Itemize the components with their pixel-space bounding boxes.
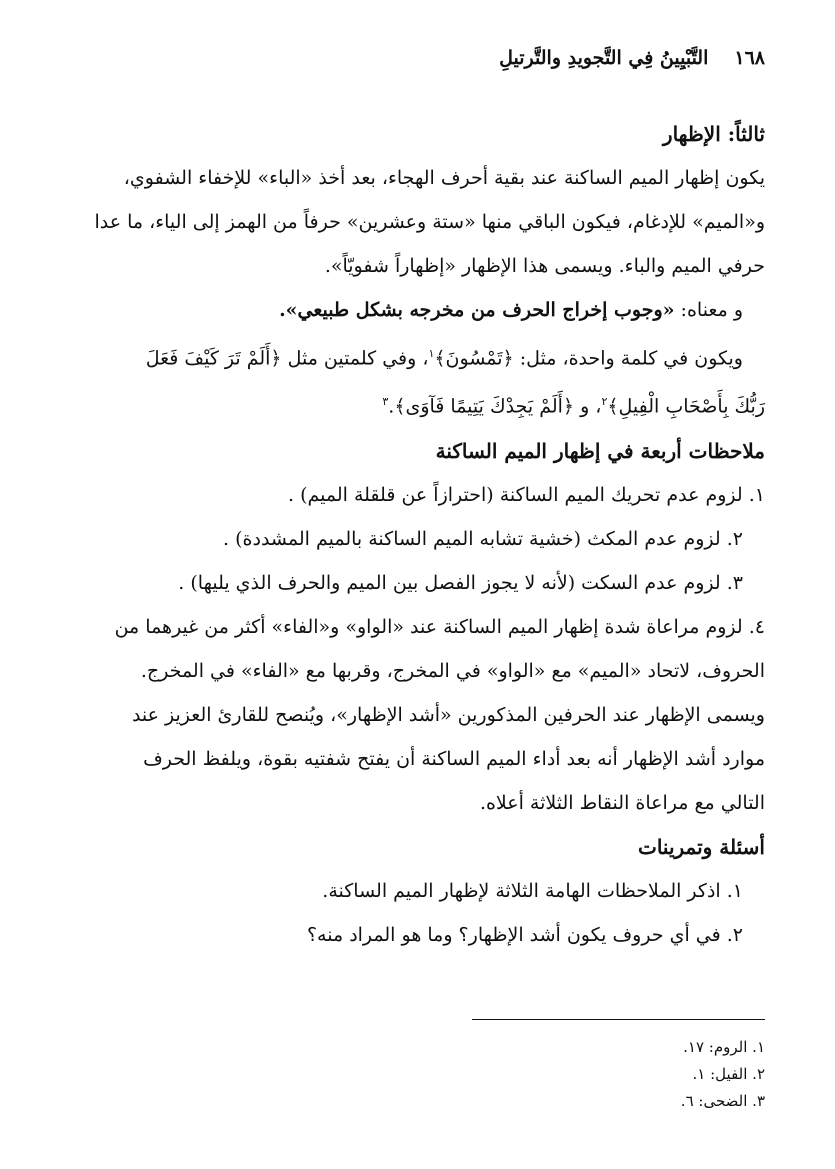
note-item-line: الحروف، لاتحاد «الميم» مع «الواو» في المخرج، وقربها مع «الفاء» في المخرج. <box>140 659 765 682</box>
example-text: ويكون في كلمة واحدة، مثل: ﴿تَمْسُونَ﴾ <box>434 347 743 370</box>
example-text: ، و ﴿أَلَمْ يَجِدْكَ يَتِيمًا فَآوَى﴾. <box>388 395 602 418</box>
page-number: ١٦٨ <box>734 47 765 69</box>
paragraph-line: و«الميم» للإدغام، فيكون الباقي منها «ستة وعشرين» حرفاً من الهمز إلى الياء، ما عدا <box>94 211 765 233</box>
note-item: ١. لزوم عدم تحريك الميم الساكنة (احترازاً عن قلقلة الميم) . <box>287 483 765 506</box>
example-line <box>70 332 765 380</box>
exercises-title: أسئلة وتمرينات <box>637 834 765 859</box>
exercise-item: ٢. في أي حروف يكون أشد الإظهار؟ وما هو المراد منه؟ <box>306 923 743 946</box>
note-item-line: ويسمى الإظهار عند الحرفين المذكورين «أشد الإظهار»، ويُنصح للقارئ العزيز عند <box>131 703 765 726</box>
paragraph-line: يكون إظهار الميم الساكنة عند بقية أحرف الهجاء، بعد أخذ «الباء» للإخفاء الشفوي، <box>123 167 765 189</box>
section-title: ثالثاً: الإظهار <box>662 122 765 146</box>
meaning-definition: «وجوب إخراج الحرف من مخرجه بشكل طبيعي». <box>279 299 675 321</box>
footnote-divider <box>472 1019 765 1020</box>
footnote-ref[interactable]: ١ <box>428 347 435 360</box>
example-text: ، وفي كلمتين مثل ﴿أَلَمْ تَرَ كَيْفَ فَعَلَ <box>145 347 429 370</box>
note-item-line: التالي مع مراعاة النقاط الثلاثة أعلاه. <box>479 791 765 814</box>
note-item-line: موارد أشد الإظهار أنه بعد أداء الميم الساكنة أن يفتح شفتيه بقوة، ويلفظ الحرف <box>143 747 765 770</box>
page-header <box>70 42 765 74</box>
paragraph-line: حرفي الميم والباء. ويسمى هذا الإظهار «إظهاراً شفويّاً». <box>324 255 765 277</box>
footnote: ١. الروم: ١٧. <box>683 1038 765 1056</box>
footnotes <box>70 1034 765 1115</box>
notes-title: ملاحظات أربعة في إظهار الميم الساكنة <box>435 438 765 463</box>
section-izhar <box>70 112 765 957</box>
meaning-line <box>70 288 765 332</box>
example-line <box>70 380 765 428</box>
footnote-ref[interactable]: ٢ <box>601 395 608 409</box>
book-title: التَّبْيِينُ فِي التَّجويدِ والتَّرتيلِ <box>499 47 709 69</box>
example-text: رَبُّكَ بِأَصْحَابِ الْفِيلِ﴾ <box>607 395 765 418</box>
footnote: ٢. الفيل: ١. <box>692 1065 765 1083</box>
footnote: ٣. الضحى: ٦. <box>680 1092 765 1110</box>
note-item-line: ٤. لزوم مراعاة شدة إظهار الميم الساكنة عند «الواو» و«الفاء» أكثر من غيرهما من <box>114 615 765 638</box>
footnote-ref[interactable]: ٣ <box>382 395 389 409</box>
meaning-prefix: و معناه: <box>674 299 743 321</box>
exercise-item: ١. اذكر الملاحظات الهامة الثلاثة لإظهار الميم الساكنة. <box>322 879 743 902</box>
note-item: ٢. لزوم عدم المكث (خشية تشابه الميم الساكنة بالميم المشددة) . <box>223 527 743 550</box>
note-item: ٣. لزوم عدم السكت (لأنه لا يجوز الفصل بين الميم والحرف الذي يليها) . <box>178 571 743 594</box>
page <box>70 0 765 1169</box>
